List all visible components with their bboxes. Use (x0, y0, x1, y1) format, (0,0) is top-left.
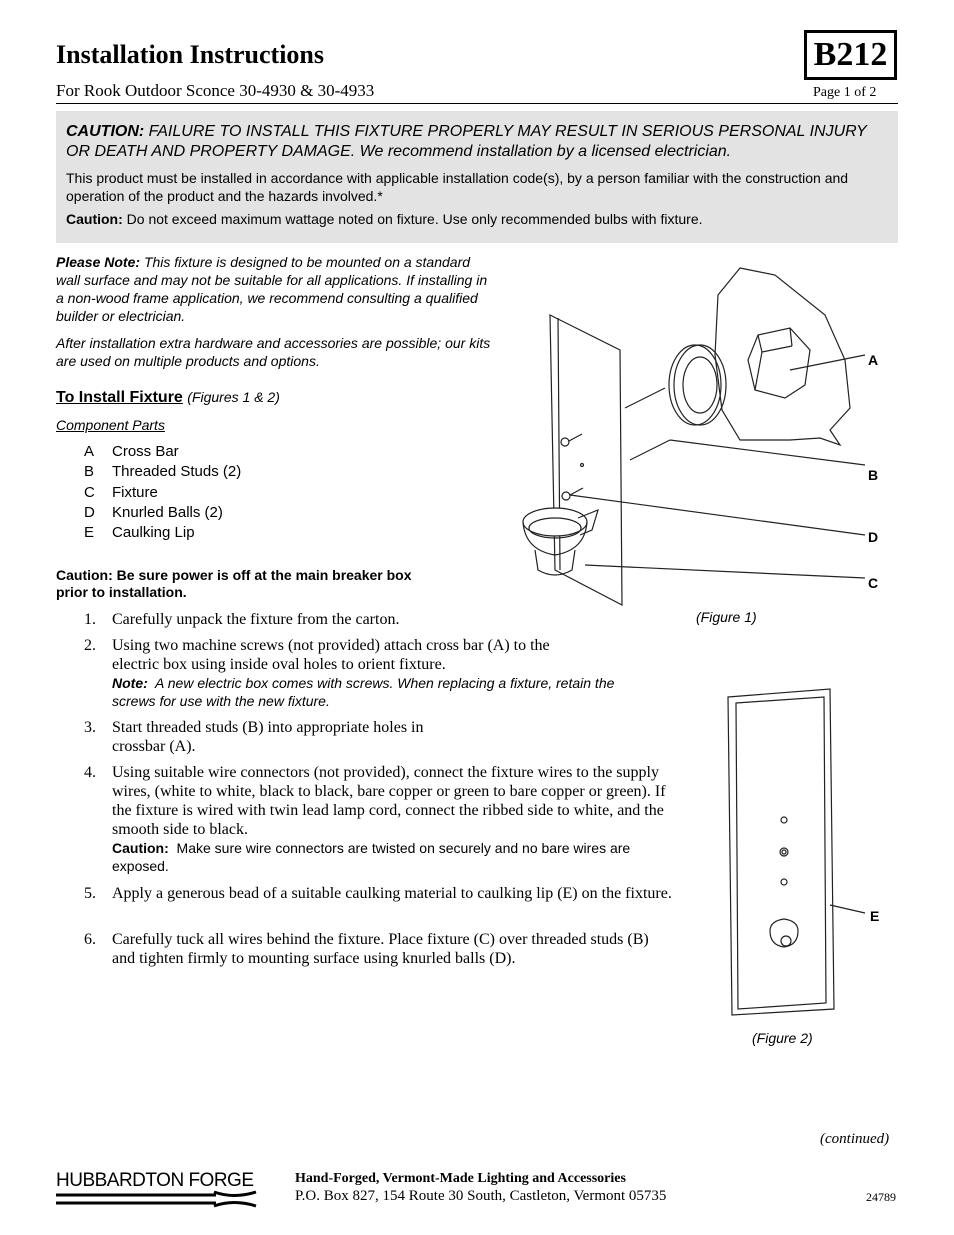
step-text: Using suitable wire connectors (not provided), connect the fixture wires to the supply wires, (white to white, black to black, bare copper or green to bare copper or green). If the fixture is wired with twin lead lamp cord, connect the ribbed side to white, and the smooth side to black. (112, 764, 666, 838)
step-text: Start threaded studs (B) into appropriate holes in crossbar (A). (112, 719, 424, 755)
install-heading-ref: (Figures 1 & 2) (187, 389, 280, 405)
footer-doc-number: 24789 (866, 1190, 896, 1204)
figure-2-label-e: E (870, 908, 880, 924)
hubbardton-forge-logo (56, 1168, 264, 1210)
figure-1-caption: (Figure 1) (696, 609, 757, 625)
step-text: Apply a generous bead of a suitable caulking material to caulking lip (E) on the fixture. (112, 885, 672, 902)
step-number: 2. (84, 637, 96, 654)
component-parts-heading: Component Parts (56, 417, 165, 433)
step-text: Carefully tuck all wires behind the fixture. Place fixture (C) over threaded studs (B) and tighten firmly to mounting surface using knurled balls (D). (112, 931, 649, 967)
step-number: 3. (84, 719, 96, 736)
footer-tagline: Hand-Forged, Vermont-Made Lighting and Accessories (295, 1171, 626, 1186)
install-heading-text: To Install Fixture (56, 389, 183, 406)
install-heading (56, 389, 280, 407)
caution-box (56, 111, 898, 243)
step-text: Carefully unpack the fixture from the carton. (112, 611, 400, 628)
install-step (84, 884, 674, 903)
part-letter: B (84, 463, 95, 480)
power-caution-line: Caution: Be sure power is off at the main breaker box (56, 567, 412, 583)
part-item (84, 524, 195, 541)
install-step (84, 636, 624, 710)
caution-para-lead: Caution: (66, 211, 123, 227)
page-subtitle: For Rook Outdoor Sconce 30-4930 & 30-4933 (56, 81, 375, 100)
power-caution (56, 567, 412, 601)
please-note (56, 253, 496, 325)
step-note-body: A new electric box comes with screws. When replacing a fixture, retain the screws for use with the new fixture. (112, 675, 615, 709)
part-name: Threaded Studs (2) (112, 463, 242, 480)
logo-text: HUBBARDTON FORGE (56, 1170, 254, 1191)
power-caution-line: prior to installation. (56, 584, 187, 600)
part-item (84, 484, 158, 501)
header-rule (56, 103, 898, 104)
figure-1-diagram (500, 260, 900, 620)
install-step (84, 930, 674, 968)
please-note-lead: Please Note: (56, 254, 141, 270)
figure-1-label-c: C (868, 575, 879, 591)
part-name: Knurled Balls (2) (112, 504, 223, 521)
caution-para-body: Do not exceed maximum wattage noted on fixture. Use only recommended bulbs with fixture. (126, 211, 703, 227)
doc-code-box: B212 (804, 30, 897, 80)
caution-main-body: FAILURE TO INSTALL THIS FIXTURE PROPERLY MAY RESULT IN SERIOUS PERSONAL INJURY OR DEATH AND PROPERTY DAMAGE. We recommend installation by a licensed electrician. (66, 123, 867, 160)
figure-1-label-a: A (868, 352, 879, 368)
part-item (84, 504, 223, 521)
step-number: 4. (84, 764, 96, 781)
caution-main-text (66, 122, 888, 162)
part-letter: C (84, 484, 95, 501)
step-note (112, 674, 652, 710)
hardware-note: After installation extra hardware and accessories are possible; our kits are used on multiple products and options. (56, 335, 491, 369)
page-number: Page 1 of 2 (813, 85, 877, 100)
part-letter: A (84, 443, 95, 460)
step-number: 6. (84, 931, 96, 948)
part-name: Fixture (112, 484, 158, 501)
part-letter: E (84, 524, 95, 541)
page-title: Installation Instructions (56, 40, 324, 69)
part-name: Caulking Lip (112, 524, 195, 541)
step-text: Using two machine screws (not provided) attach cross bar (A) to the electric box using inside oval holes to orient fixture. (112, 637, 550, 673)
please-note-body: This fixture is designed to be mounted on a standard wall surface and may not be suitable for all applications. If installing in a non-wood frame application, we recommend consulting a qualified builder or electrician. (56, 254, 488, 324)
part-name: Cross Bar (112, 443, 179, 460)
step-number: 1. (84, 611, 96, 628)
step-caution (112, 839, 672, 875)
step-caution-body: Make sure wire connectors are twisted on securely and no bare wires are exposed. (112, 840, 631, 874)
part-letter: D (84, 504, 95, 521)
footer-address: P.O. Box 827, 154 Route 30 South, Castleton, Vermont 05735 (295, 1188, 667, 1204)
caution-para-code: This product must be installed in accordance with applicable installation code(s), by a person familiar with the construction and operation of the product and the hazards involved.* (66, 170, 849, 204)
figure-2-caption: (Figure 2) (752, 1030, 813, 1046)
step-caution-lead: Caution: (112, 840, 169, 856)
install-step (84, 718, 464, 756)
figure-2-diagram (720, 683, 900, 1023)
step-note-lead: Note: (112, 675, 148, 691)
part-item (84, 443, 179, 460)
continued-note: (continued) (820, 1131, 890, 1147)
figure-1-label-b: B (868, 467, 879, 483)
figure-1-label-d: D (868, 529, 879, 545)
step-number: 5. (84, 885, 96, 902)
caution-lead: CAUTION: (66, 123, 145, 140)
part-item (84, 463, 241, 480)
caution-para-wattage (66, 210, 888, 228)
install-step (84, 763, 674, 875)
